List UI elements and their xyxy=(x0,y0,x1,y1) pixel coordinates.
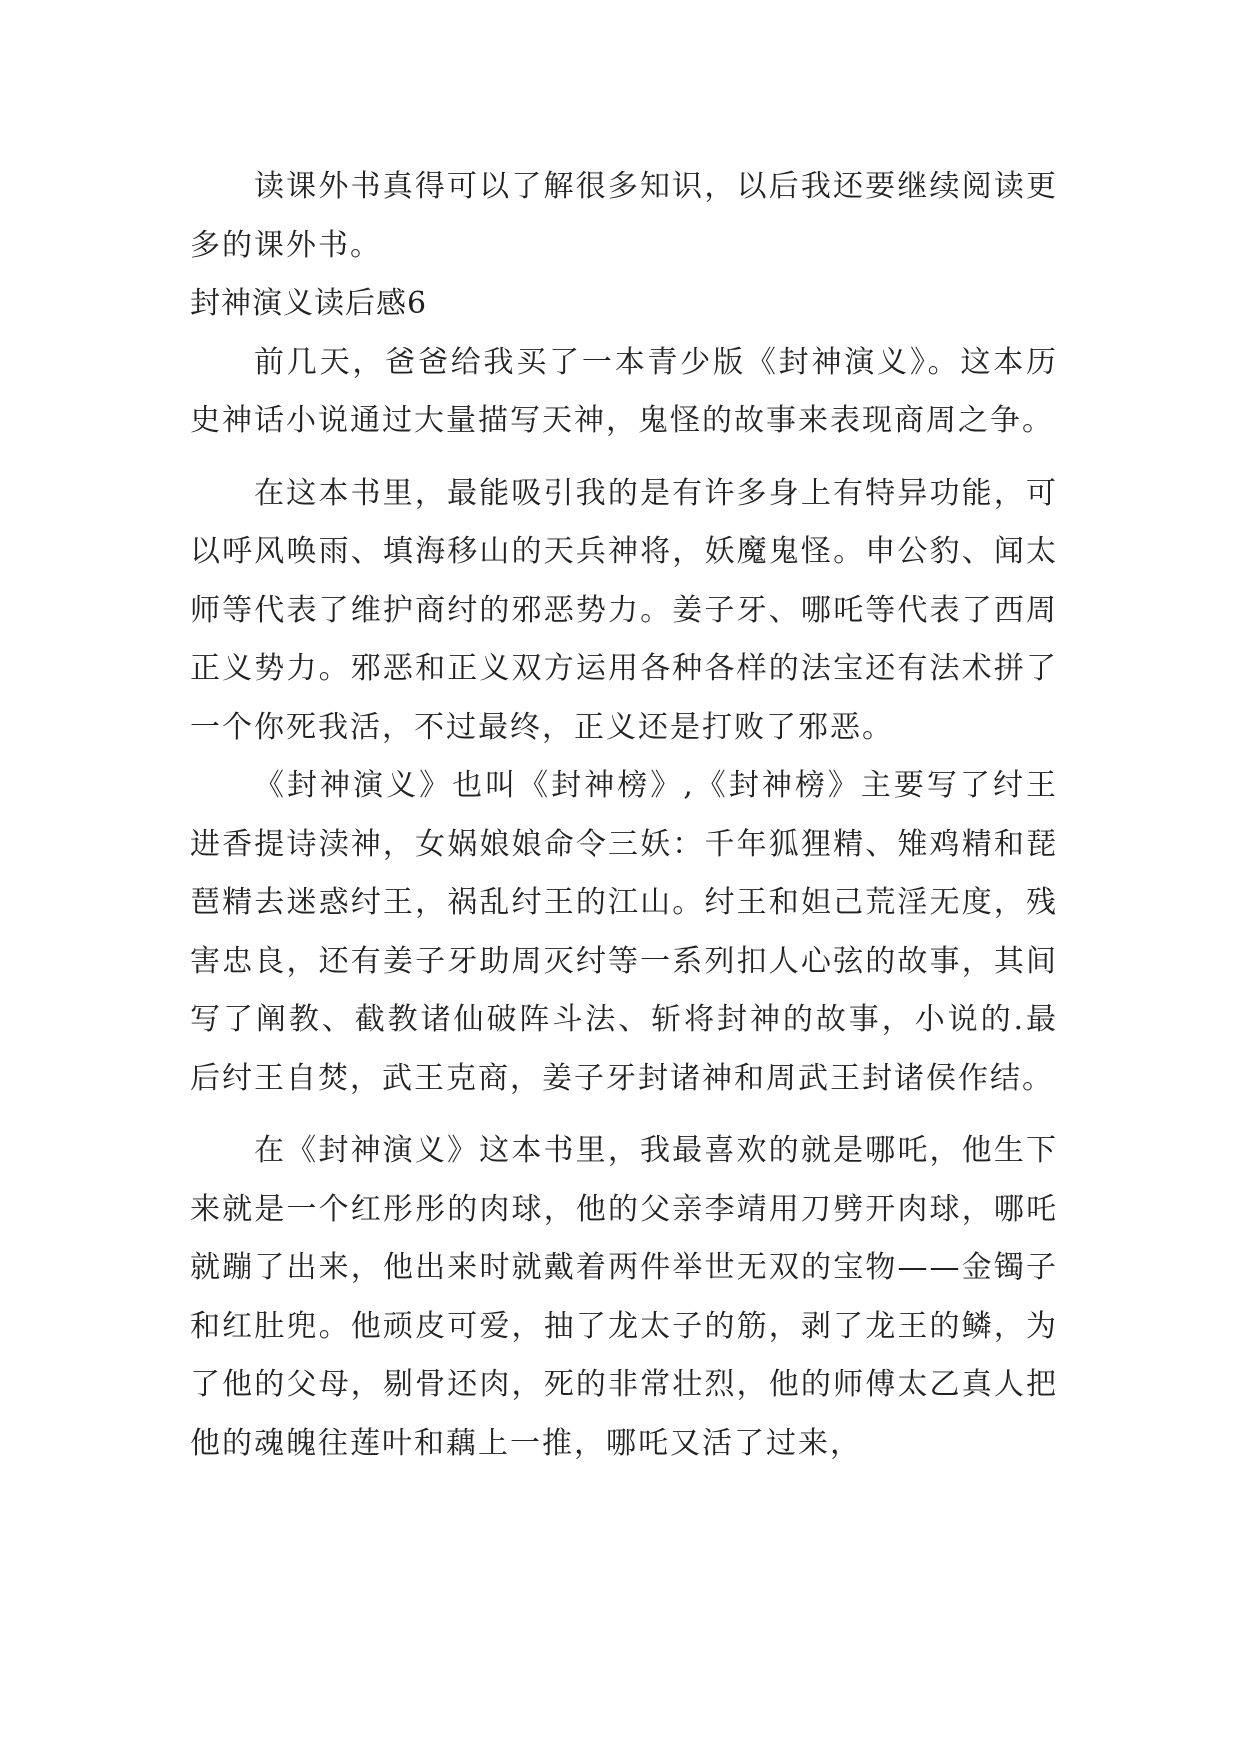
paragraph-gap xyxy=(190,1108,1058,1122)
section-heading: 封神演义读后感6 xyxy=(190,286,428,321)
paragraph-gap xyxy=(190,451,1058,465)
intro-paragraph: 读课外书真得可以了解很多知识，以后我还要继续阅读更多的课外书。 xyxy=(190,169,1058,263)
paragraph-1: 前几天，爸爸给我买了一本青少版《封神演义》。这本历史神话小说通过大量描写天神，鬼怪的故事来表现商周之争。 xyxy=(190,344,1058,438)
document-page xyxy=(190,158,1058,1473)
paragraph-2: 在这本书里，最能吸引我的是有许多身上有特异功能，可以呼风唤雨、填海移山的天兵神将，妖魔鬼怪。申公豹、闻太师等代表了维护商纣的邪恶势力。姜子牙、哪吒等代表了西周正义势力。邪恶和正义双方运用各种各样的法宝还有法术拼了一个你死我活，不过最终，正义还是打败了邪恶。 xyxy=(190,475,1058,745)
paragraph-4: 在《封神演义》这本书里，我最喜欢的就是哪吒，他生下来就是一个红彤彤的肉球，他的父亲李靖用刀劈开肉球，哪吒就蹦了出来，他出来时就戴着两件举世无双的宝物——金镯子和红肚兜。他顽皮可爱，抽了龙太子的筋，剥了龙王的鳞，为了他的父母，剔骨还肉，死的非常壮烈，他的师傅太乙真人把他的魂魄往莲叶和藕上一推，哪吒又活了过来， xyxy=(190,1133,1058,1461)
paragraph-3: 《封神演义》也叫《封神榜》,《封神榜》主要写了纣王进香提诗渎神，女娲娘娘命令三妖：千年狐狸精、雉鸡精和琵琶精去迷惑纣王，祸乱纣王的江山。纣王和妲己荒淫无度，残害忠良，还有姜子牙助周灭纣等一系列扣人心弦的故事，其间写了阐教、截教诸仙破阵斗法、斩将封神的故事，小说的.最后纣王自焚，武王克商，姜子牙封诸神和周武王封诸侯作结。 xyxy=(190,768,1058,1096)
